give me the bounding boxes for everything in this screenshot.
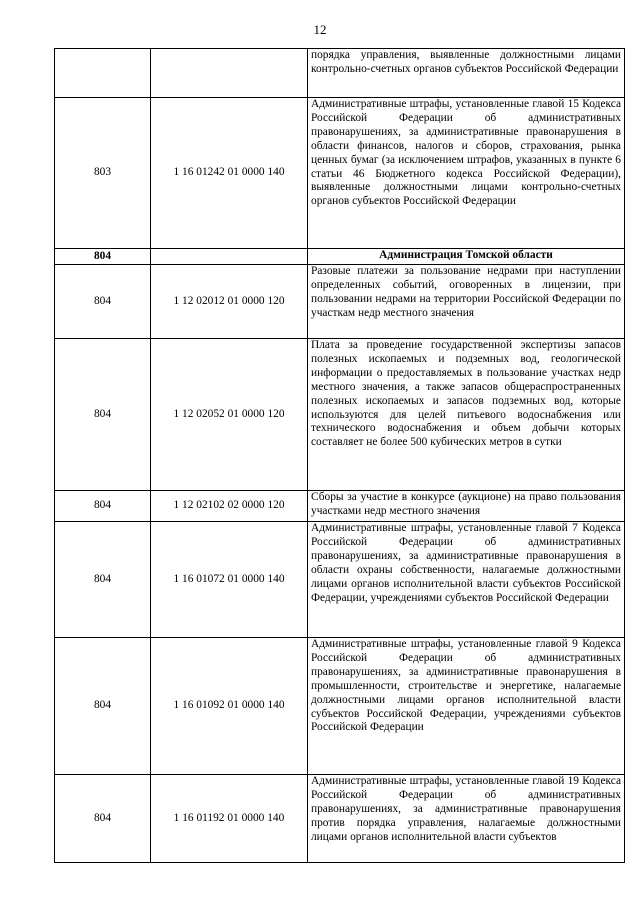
revenue-codes-table bbox=[54, 48, 625, 863]
admin-code-cell: 804 bbox=[55, 249, 151, 265]
admin-code-cell: 804 bbox=[55, 638, 151, 775]
admin-code-cell: 804 bbox=[55, 522, 151, 638]
page-number: 12 bbox=[313, 22, 327, 37]
revenue-code-cell: 1 16 01072 01 0000 140 bbox=[151, 522, 308, 638]
table-row bbox=[55, 522, 625, 638]
description-cell: Разовые платежи за пользование недрами при наступлении определенных событий, оговоренных в лицензии, при пользовании недрами на территории Российской Федерации по участкам недр местного значения bbox=[308, 265, 625, 339]
description-cell: порядка управления, выявленные должностными лицами контрольно-счетных органов субъектов Российской Федерации bbox=[308, 49, 625, 98]
revenue-code-cell bbox=[151, 49, 308, 98]
table-row bbox=[55, 98, 625, 249]
table-row bbox=[55, 339, 625, 491]
admin-code-cell: 804 bbox=[55, 339, 151, 491]
section-title: Администрация Томской области bbox=[308, 249, 625, 265]
revenue-code-cell: 1 16 01192 01 0000 140 bbox=[151, 775, 308, 863]
description-cell: Плата за проведение государственной экспертизы запасов полезных ископаемых и подземных вод, геологической информации о предоставляемых в пользование участках недр местного значения, а также запасов общераспространенных полезных ископаемых и запасов подземных вод, которые используются для целей питьевого водоснабжения или технического водоснабжения и объем добычи которых составляет не более 500 кубических метров в сутки bbox=[308, 339, 625, 491]
admin-code-cell: 804 bbox=[55, 775, 151, 863]
description-cell: Административные штрафы, установленные главой 7 Кодекса Российской Федерации об административных правонарушениях, за административные правонарушения в области охраны собственности, налагаемые должностными лицами органов исполнительной власти субъектов Российской Федерации, учреждениями субъектов Российской Федерации bbox=[308, 522, 625, 638]
description-cell: Сборы за участие в конкурсе (аукционе) на право пользования участками недр местного значения bbox=[308, 491, 625, 522]
description-cell: Административные штрафы, установленные главой 9 Кодекса Российской Федерации об административных правонарушениях, за административные правонарушения в промышленности, строительстве и энергетике, налагаемые должностными лицами органов исполнительной власти субъектов Российской Федерации, учреждениями субъектов Российской Федерации bbox=[308, 638, 625, 775]
table-row bbox=[55, 491, 625, 522]
admin-code-cell: 804 bbox=[55, 265, 151, 339]
table-row bbox=[55, 775, 625, 863]
table-row bbox=[55, 638, 625, 775]
admin-code-cell bbox=[55, 49, 151, 98]
revenue-code-cell bbox=[151, 249, 308, 265]
revenue-code-cell: 1 12 02012 01 0000 120 bbox=[151, 265, 308, 339]
section-header-row bbox=[55, 249, 625, 265]
admin-code-cell: 803 bbox=[55, 98, 151, 249]
admin-code-cell: 804 bbox=[55, 491, 151, 522]
revenue-code-cell: 1 16 01242 01 0000 140 bbox=[151, 98, 308, 249]
revenue-code-cell: 1 16 01092 01 0000 140 bbox=[151, 638, 308, 775]
description-cell: Административные штрафы, установленные главой 19 Кодекса Российской Федерации об административных правонарушениях, за административные правонарушения против порядка управления, налагаемые должностными лицами органов исполнительной власти субъектов bbox=[308, 775, 625, 863]
description-cell: Административные штрафы, установленные главой 15 Кодекса Российской Федерации об административных правонарушениях, за административные правонарушения в области финансов, налогов и сборов, страхования, рынка ценных бумаг (за исключением штрафов, указанных в пункте 6 статьи 46 Бюджетного кодекса Российской Федерации), выявленные должностными лицами контрольно-счетных органов субъектов Российской Федерации bbox=[308, 98, 625, 249]
table-row bbox=[55, 49, 625, 98]
revenue-code-cell: 1 12 02052 01 0000 120 bbox=[151, 339, 308, 491]
revenue-code-cell: 1 12 02102 02 0000 120 bbox=[151, 491, 308, 522]
table-row bbox=[55, 265, 625, 339]
